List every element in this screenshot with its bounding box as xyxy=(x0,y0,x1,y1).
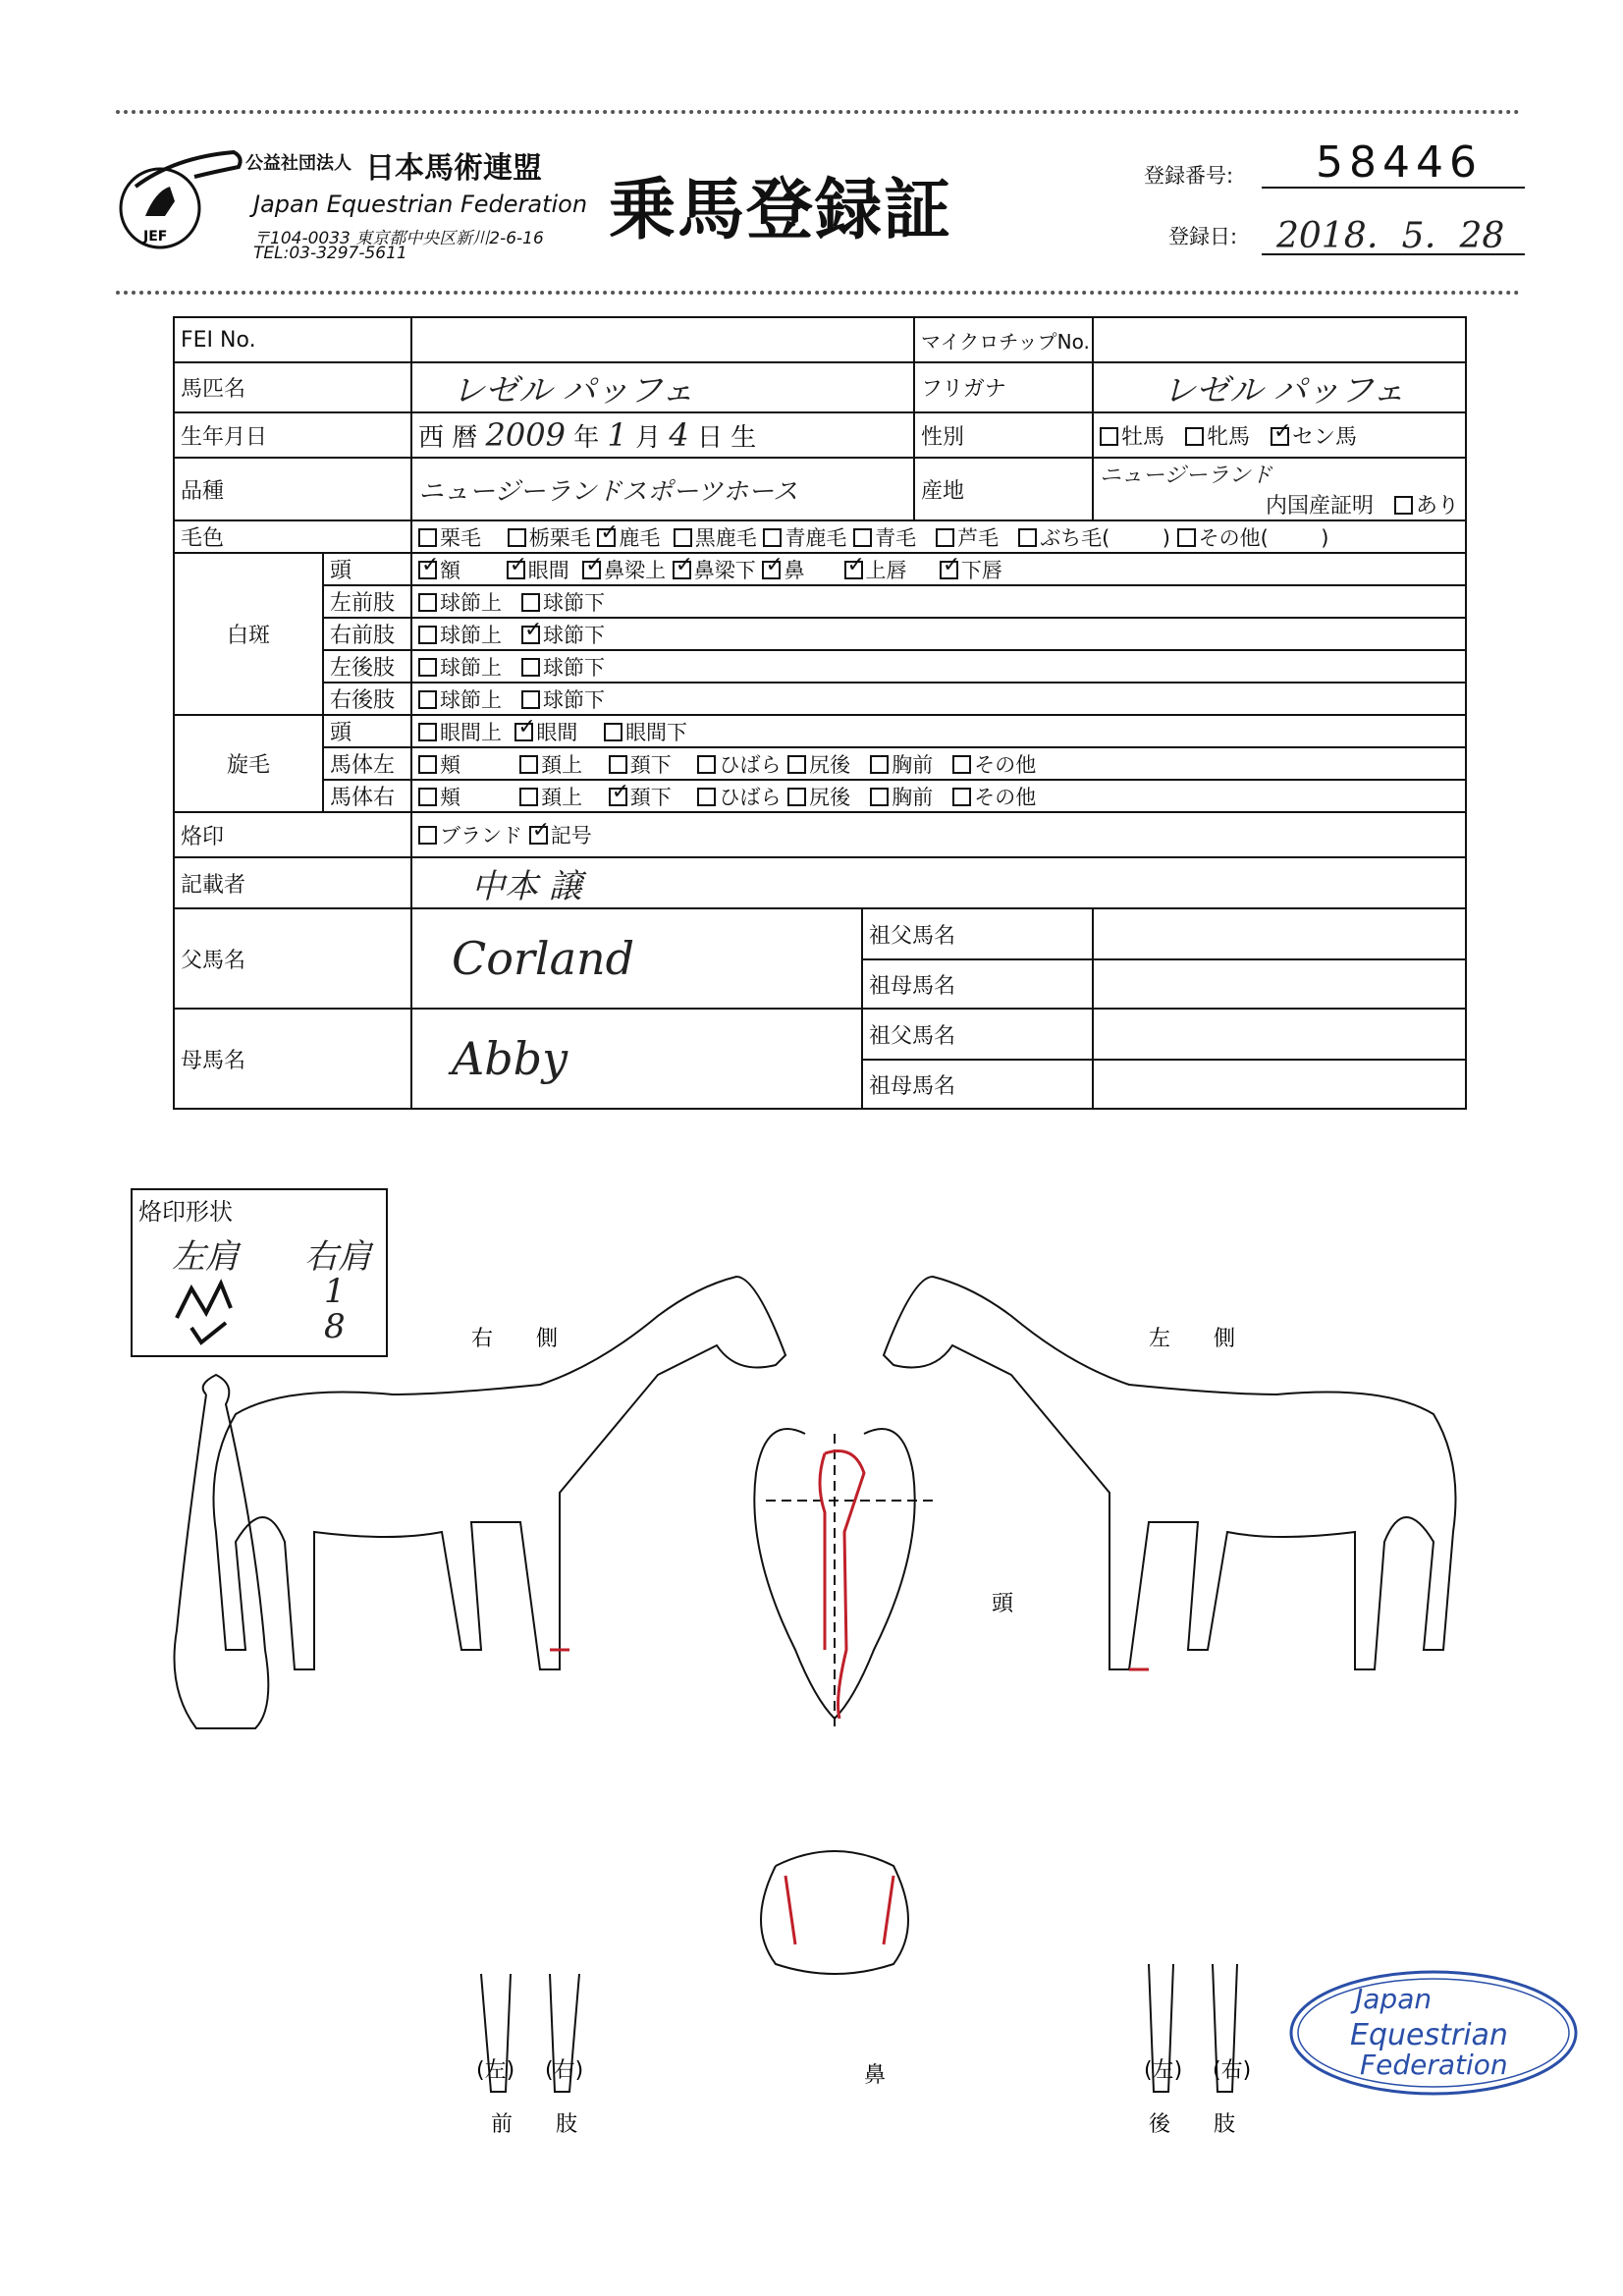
page-title: 乗馬登録証 xyxy=(609,172,953,249)
logo-text: JEF xyxy=(143,229,168,245)
microchip-value xyxy=(1093,317,1466,362)
reg-date-label: 登録日: xyxy=(1168,225,1238,248)
whorl-checkbox[interactable] xyxy=(418,755,437,774)
reg-no-value: 58446 xyxy=(1316,137,1483,188)
coat-option-label: 芦毛 xyxy=(957,525,1000,550)
whorl-checkbox[interactable] xyxy=(870,755,889,774)
sex-label: 性別 xyxy=(914,412,1093,458)
birth-month: 1 xyxy=(607,416,627,454)
white-mark-checkbox[interactable] xyxy=(418,626,437,644)
reg-date-value: 2018．5．28 xyxy=(1276,216,1505,256)
stamp-line3: Federation xyxy=(1360,2049,1508,2081)
dam-value: Abby xyxy=(411,1009,862,1109)
whorl-option-label: 胸前 xyxy=(892,785,934,809)
fore-label: 前 肢 xyxy=(491,2112,578,2137)
dam-label: 母馬名 xyxy=(174,1009,411,1109)
whorl-option-label: ひばら xyxy=(719,752,782,777)
birth-day: 4 xyxy=(669,416,689,454)
whorl-checkbox[interactable] xyxy=(418,788,437,806)
breed-value: ニュージーランドスポーツホース xyxy=(411,458,914,520)
brand-checkbox[interactable] xyxy=(529,826,548,845)
birth-year-unit: 年 xyxy=(573,423,600,453)
white-mark-option-label: 球節下 xyxy=(543,623,606,647)
org-tel: TEL:03-3297-5611 xyxy=(253,244,407,263)
white-mark-checkbox[interactable] xyxy=(507,561,525,579)
furigana-value: レゼル パッフェ xyxy=(1093,362,1466,412)
white-mark-option-label: 額 xyxy=(440,558,460,582)
nose-label: 鼻 xyxy=(864,2063,887,2088)
coat-checkbox[interactable] xyxy=(936,528,954,547)
registration-table xyxy=(173,316,1467,1110)
sire-grandsire-label: 祖父馬名 xyxy=(862,908,1093,959)
dam-granddam-label: 祖母馬名 xyxy=(862,1060,1093,1109)
white-mark-checkbox[interactable] xyxy=(844,561,863,579)
stamp-line2: Equestrian xyxy=(1350,2018,1508,2052)
whorl-part: 馬体左 xyxy=(323,747,411,780)
whorl-option-label: 胸前 xyxy=(892,752,934,777)
white-mark-options xyxy=(411,618,1466,650)
whorl-option-label: 頬 xyxy=(440,752,460,777)
white-mark-checkbox[interactable] xyxy=(418,690,437,709)
whorl-checkbox[interactable] xyxy=(697,788,716,806)
white-mark-option-label: 球節上 xyxy=(440,623,502,647)
breed-label: 品種 xyxy=(174,458,411,520)
domestic-cert-checkbox[interactable] xyxy=(1394,496,1413,515)
white-mark-part: 右前肢 xyxy=(323,618,411,650)
whorl-checkbox[interactable] xyxy=(609,755,627,774)
horse-name-label: 馬匹名 xyxy=(174,362,411,412)
head-label: 頭 xyxy=(992,1592,1014,1616)
coat-checkbox[interactable] xyxy=(418,528,437,547)
birth-era: 西 暦 xyxy=(418,423,478,453)
whorl-option-label: 眼間 xyxy=(536,720,578,744)
coat-option-label: その他( xyxy=(1198,525,1269,550)
coat-label: 毛色 xyxy=(174,520,411,553)
nose-icon xyxy=(761,1851,908,1974)
white-mark-option-label: 球節下 xyxy=(543,687,606,712)
whorl-checkbox[interactable] xyxy=(952,755,971,774)
whorls-label: 旋毛 xyxy=(174,715,323,812)
brand-option-label: ブランド xyxy=(440,824,522,847)
recorder-value: 中本 譲 xyxy=(411,857,1466,908)
coat-checkbox[interactable] xyxy=(674,528,692,547)
whorl-checkbox[interactable] xyxy=(697,755,716,774)
white-mark-red-outline xyxy=(550,1451,1149,1945)
whorl-option-label: ひばら xyxy=(719,785,782,809)
sire-grandsire-value xyxy=(1093,908,1466,959)
coat-option-label: 栗毛 xyxy=(440,525,481,550)
white-marks-label: 白斑 xyxy=(174,553,323,715)
birth-year: 2009 xyxy=(485,416,566,454)
whorl-checkbox[interactable] xyxy=(609,788,627,806)
brand-label: 烙印 xyxy=(174,812,411,857)
white-mark-checkbox[interactable] xyxy=(521,593,540,612)
coat-checkbox[interactable] xyxy=(763,528,782,547)
coat-checkbox[interactable] xyxy=(1018,528,1037,547)
coat-option-label: 栃栗毛 xyxy=(528,525,591,550)
white-mark-option-label: 球節下 xyxy=(543,655,606,680)
birth-month-unit: 月 xyxy=(635,423,662,453)
birth-date xyxy=(411,412,914,458)
sire-granddam-value xyxy=(1093,959,1466,1009)
brand-option-label: 記号 xyxy=(550,824,592,847)
sex-gelding-checkbox[interactable] xyxy=(1271,427,1289,446)
fore-left-label: (左) xyxy=(476,2058,515,2083)
white-mark-checkbox[interactable] xyxy=(418,593,437,612)
sex-mare-label: 牝馬 xyxy=(1207,424,1251,450)
white-mark-option-label: 球節上 xyxy=(440,655,502,680)
top-dotted-rule xyxy=(116,110,1520,114)
org-address: 〒104-0033 東京都中央区新川2-6-16 xyxy=(253,229,544,248)
coat-option-label: 鹿毛 xyxy=(619,525,661,550)
whorl-checkbox[interactable] xyxy=(519,788,538,806)
whorl-options xyxy=(411,747,1466,780)
domestic-cert xyxy=(1266,489,1459,519)
domestic-cert-label: 内国産証明 xyxy=(1266,494,1375,519)
white-mark-option-label: 鼻梁下 xyxy=(693,558,756,582)
white-mark-option-label: 球節上 xyxy=(440,687,502,712)
white-mark-checkbox[interactable] xyxy=(762,561,781,579)
white-mark-option-label: 上唇 xyxy=(865,558,907,582)
whorl-option-label: その他 xyxy=(974,785,1037,809)
whorl-checkbox[interactable] xyxy=(952,788,971,806)
white-mark-options xyxy=(411,585,1466,618)
white-mark-options xyxy=(411,683,1466,715)
sire-granddam-label: 祖母馬名 xyxy=(862,959,1093,1009)
origin-cell xyxy=(1093,458,1466,520)
whorl-option-label: 尻後 xyxy=(809,752,851,777)
white-mark-checkbox[interactable] xyxy=(418,561,437,579)
stamp-line1: Japan xyxy=(1355,1983,1433,2015)
white-mark-part: 右後肢 xyxy=(323,683,411,715)
dam-grandsire-label: 祖父馬名 xyxy=(862,1009,1093,1060)
whorl-option-label: 頚下 xyxy=(629,752,672,777)
white-mark-option-label: 球節上 xyxy=(440,590,502,615)
whorl-part: 頭 xyxy=(323,715,411,747)
white-mark-option-label: 眼間 xyxy=(527,558,569,582)
brand-options xyxy=(411,812,1466,857)
coat-checkbox[interactable] xyxy=(597,528,616,547)
dam-grandsire-value xyxy=(1093,1009,1466,1060)
sex-stallion-label: 牡馬 xyxy=(1121,424,1165,450)
recorder-label: 記載者 xyxy=(174,857,411,908)
coat-option-label: ) xyxy=(1162,525,1170,550)
whorl-checkbox[interactable] xyxy=(519,755,538,774)
left-side-label: 左 側 xyxy=(1149,1327,1236,1351)
coat-option-label: 黒鹿毛 xyxy=(694,525,757,550)
header-dotted-rule xyxy=(116,291,1520,295)
brand-right-shoulder: 右肩 xyxy=(304,1237,371,1277)
white-mark-option-label: 鼻梁上 xyxy=(604,558,667,582)
coat-option-label: ) xyxy=(1321,525,1329,550)
coat-option-label: ぶち毛( xyxy=(1040,525,1110,550)
white-mark-part: 頭 xyxy=(323,553,411,585)
reg-no-label: 登録番号: xyxy=(1144,164,1234,188)
coat-option-label: 青毛 xyxy=(875,525,917,550)
origin-label: 産地 xyxy=(914,458,1093,520)
whorl-checkbox[interactable] xyxy=(870,788,889,806)
white-mark-checkbox[interactable] xyxy=(521,658,540,677)
whorl-option-label: 頚下 xyxy=(629,785,672,809)
dam-granddam-value xyxy=(1093,1060,1466,1109)
whorl-option-label: 頬 xyxy=(440,785,460,809)
right-side-label: 右 側 xyxy=(471,1327,559,1351)
hind-label: 後 肢 xyxy=(1149,2112,1236,2137)
white-mark-part: 左後肢 xyxy=(323,650,411,683)
horse-name-value: レゼル パッフェ xyxy=(411,362,914,412)
white-mark-option-label: 下唇 xyxy=(960,558,1002,582)
whorl-option-label: 頚上 xyxy=(541,752,583,777)
white-mark-option-label: 鼻 xyxy=(784,558,805,582)
sex-gelding-label: セン馬 xyxy=(1292,424,1358,450)
white-mark-checkbox[interactable] xyxy=(521,690,540,709)
whorl-checkbox[interactable] xyxy=(514,723,533,741)
org-type: 公益社団法人 xyxy=(245,153,352,174)
brand-checkbox[interactable] xyxy=(418,826,437,845)
birth-label: 生年月日 xyxy=(174,412,411,458)
coat-checkbox[interactable] xyxy=(1177,528,1196,547)
sire-value: Corland xyxy=(411,908,862,1009)
whorl-option-label: 眼間上 xyxy=(440,720,502,744)
whorl-part: 馬体右 xyxy=(323,780,411,812)
brand-shape-label: 烙印形状 xyxy=(138,1198,233,1226)
whorl-checkbox[interactable] xyxy=(787,788,806,806)
whorl-option-label: その他 xyxy=(974,752,1037,777)
white-mark-checkbox[interactable] xyxy=(940,561,958,579)
org-name-ja: 日本馬術連盟 xyxy=(365,151,542,186)
brand-right-marks: 1 8 xyxy=(324,1272,346,1346)
coat-option-label: 青鹿毛 xyxy=(784,525,847,550)
coat-options xyxy=(411,520,1466,553)
jef-stamp-icon xyxy=(1286,1964,1581,2102)
white-mark-options xyxy=(411,650,1466,683)
whorl-option-label: 頚上 xyxy=(541,785,583,809)
whorl-checkbox[interactable] xyxy=(787,755,806,774)
fei-label: FEI No. xyxy=(174,317,411,362)
sire-label: 父馬名 xyxy=(174,908,411,1009)
coat-checkbox[interactable] xyxy=(508,528,526,547)
jef-logo-icon xyxy=(116,147,253,255)
top-view-horse-icon xyxy=(175,1375,269,1728)
white-mark-checkbox[interactable] xyxy=(418,658,437,677)
white-mark-part: 左前肢 xyxy=(323,585,411,618)
whorl-option-label: 尻後 xyxy=(809,785,851,809)
hind-left-label: (左) xyxy=(1144,2058,1183,2083)
white-mark-checkbox[interactable] xyxy=(582,561,601,579)
furigana-label: フリガナ xyxy=(914,362,1093,412)
org-name-en: Japan Equestrian Federation xyxy=(253,191,588,218)
whorl-checkbox[interactable] xyxy=(604,723,622,741)
whorl-option-label: 眼間下 xyxy=(625,720,688,744)
white-mark-checkbox[interactable] xyxy=(521,626,540,644)
sex-stallion-checkbox[interactable] xyxy=(1100,427,1118,446)
coat-checkbox[interactable] xyxy=(853,528,872,547)
white-mark-options xyxy=(411,553,1466,585)
origin-value: ニュージーランド xyxy=(1100,464,1272,488)
white-mark-checkbox[interactable] xyxy=(673,561,691,579)
sex-options xyxy=(1093,412,1466,458)
sex-mare-checkbox[interactable] xyxy=(1185,427,1204,446)
fei-value xyxy=(411,317,914,362)
whorl-checkbox[interactable] xyxy=(418,723,437,741)
microchip-label: マイクロチップNo. xyxy=(914,317,1093,362)
fore-right-label: (右) xyxy=(545,2058,584,2083)
hind-right-label: (右) xyxy=(1213,2058,1252,2083)
brand-left-shoulder: 左肩 xyxy=(172,1237,239,1277)
domestic-cert-option: あり xyxy=(1416,494,1460,519)
white-mark-option-label: 球節下 xyxy=(543,590,606,615)
birth-day-unit: 日 生 xyxy=(697,423,757,453)
whorl-options xyxy=(411,715,1466,747)
whorl-options xyxy=(411,780,1466,812)
